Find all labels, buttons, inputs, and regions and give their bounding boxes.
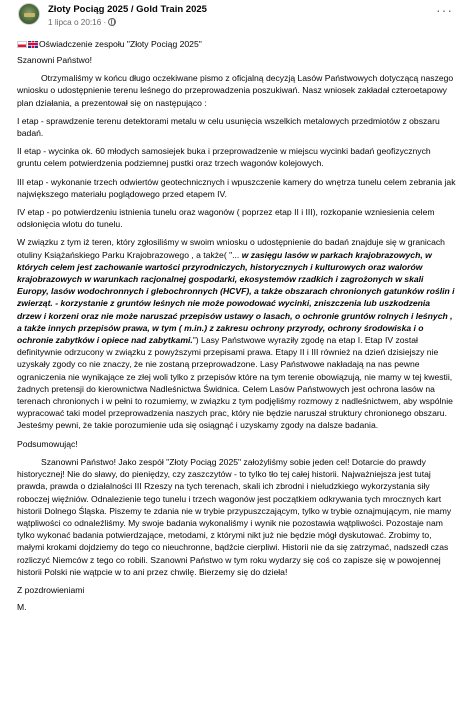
post-meta — [48, 17, 116, 29]
summary-heading: Podsumowując! — [17, 438, 78, 449]
decision-quote: w zasięgu lasów w parkach krajobrazowych, w których celem jest zachowanie wartości przyrodniczych, historycznych i kulturowych oraz walorów krajobrazowych w warunkach racjonalnej gospodarki, ekosystemów rzadkich i zagrożonych w skali Europy, lasów wodochronnych i glebochronnych (HCVF), a także obszarach chronionych gatunków roślin i zwierząt. - korzystanie z gruntów leśnych nie może powodować wycinki, zniszczenia lub uszkodzenia drzew i korzeni oraz nie może naruszać przepisów ustawy o lasach, o ochronie gruntów rolnych i leśnych , a także innych przepisów prawa, w tym ( m.in.) z zakresu ochrony przyrody, ochrony środowiska i o ochronie zabytków i opiece nad zabytkami. — [17, 249, 455, 346]
decision-text-a: W związku z tym iż teren, który zgłosiliśmy w swoim wniosku o udostępnienie do badań znajduje się w granicach otuliny Książańskiego Parku Krajobrazowego , a także( "... — [17, 237, 445, 260]
page-name[interactable]: Złoty Pociąg 2025 / Gold Train 2025 — [48, 4, 207, 15]
decision-paragraph — [17, 236, 456, 431]
poland-flag-icon — [17, 41, 27, 48]
more-options-icon[interactable]: ··· — [436, 2, 453, 18]
signature: M. — [17, 602, 27, 613]
intro-paragraph: Otrzymaliśmy w końcu długo oczekiwane pismo z oficjalną decyzją Lasów Państwowych dotyczącą naszego wniosku o udostępnienie terenu leśnego do przeprowadzenia poszukiwań. Nasz wniosek zakładał czteroetapowy plan działania, a prezentował się on następująco : — [17, 73, 454, 108]
stage-2: II etap - wycinka ok. 60 młodych samosiejek buka i przeprowadzenie w miejscu wycinki badań geofizycznych gruntu celem potwierdzenia podziemnej pustki oraz trzech wagonów kolejowych. — [17, 146, 431, 169]
globe-icon — [108, 18, 116, 26]
post-title: Oświadczenie zespołu "Złoty Pociąg 2025" — [39, 39, 202, 49]
post-header — [12, 0, 459, 38]
post-title-line — [17, 38, 456, 54]
stage-1: I etap - sprawdzenie terenu detektorami metalu w celu usunięcia wszelkich metalowych przedmiotów z obszaru badań. — [17, 115, 440, 139]
uk-flag-icon — [28, 41, 38, 48]
post-body — [12, 38, 459, 613]
greeting: Szanowni Państwo! — [17, 55, 92, 65]
stage-4: IV etap - po potwierdzeniu istnienia tunelu oraz wagonów ( poprzez etap II i III), rozkopanie wzniesienia celem odsłonięcia wlotu do tunelu. — [17, 207, 435, 230]
stage-3: III etap - wykonanie trzech odwiertów geotechnicznych i wpuszczenie kamery do wnętrza tunelu celem zebrania jak największego materiału poglądowego przed etapem IV. — [17, 176, 456, 199]
avatar[interactable] — [18, 3, 40, 25]
closing: Z pozdrowieniami — [17, 584, 85, 595]
summary-paragraph: Szanowni Państwo! Jako zespół "Złoty Pociąg 2025" założyliśmy sobie jeden cel! Dotarcie do prawdy historycznej! Nie do sławy, do pieniędzy, czy zaszczytów - to tylko tło tej całej historii. Najważniejsza jest tutaj prawda, prawda o działalności III Rzeszy na tych terenach, skali ich zbrodni i nieludzkiego wykorzystania siły roboczej więźniów. Odnalezienie tego tunelu i trzech wagonów jest początkiem odkrywania tych mrocznych kart historii Dolnego Śląska. Piszemy te zdania nie w trybie przypuszczającym, tylko w trybie oznajmującym, nie mamy wątpliwości co odnaleźliśmy. My swoje badania wykonaliśmy i wynik nie pozostawia wątpliwości. Pozostaje nam tylko wykonać badania potwierdzające, metodami, z którymi nikt już nie będzie mógł dyskutować. Zrobimy to, małymi krokami dojdziemy do tego co nieuchronne, bądźcie cierpliwi. Historii nie da się zatrzymać, nadszedł czas rozliczyć Niemców z tego co robili. Szanowni Państwo w tym roku wydarzy się coś co zapisze się w powojennej historii Polski nie wątpcie w to ani przez chwilę. Bierzemy się do dzieła! — [17, 456, 452, 577]
post-date[interactable]: 1 lipca o 20:16 · — [48, 18, 107, 27]
decision-text-c: ") Lasy Państwowe wyraziły zgodę na etap I. Etap IV został definitywnie odrzucony w związku z powyższymi przepisami prawa. Etapy II i III również na dzień dzisiejszy nie uzyskały zgody co nie znaczy, że nie zostaną przeprowadzone. Lasy Państwowe nakładają na nas pewne ograniczenia nie wynikające ze złej woli tylko z przepisów które na tym terenie obowiązują, nie mamy w tej kwestii, żadnych pretensji do kierownictwa Nadleśnictwa Świdnica. Celem Lasów Państwowych jest ochrona lasów na terenach chronionych i w pełni to rozumiemy, w związku z tym podjęliśmy rozmowy z nadleśnictwem, aby wspólnie wypracować taki model przeprowadzenia naszych prac, który nie będzie naruszał struktury chronionego obszaru. Jesteśmy pewni, że takie porozumienie uda się osiągnąć i uzyskamy zgody na dalsze badania. — [17, 335, 453, 431]
